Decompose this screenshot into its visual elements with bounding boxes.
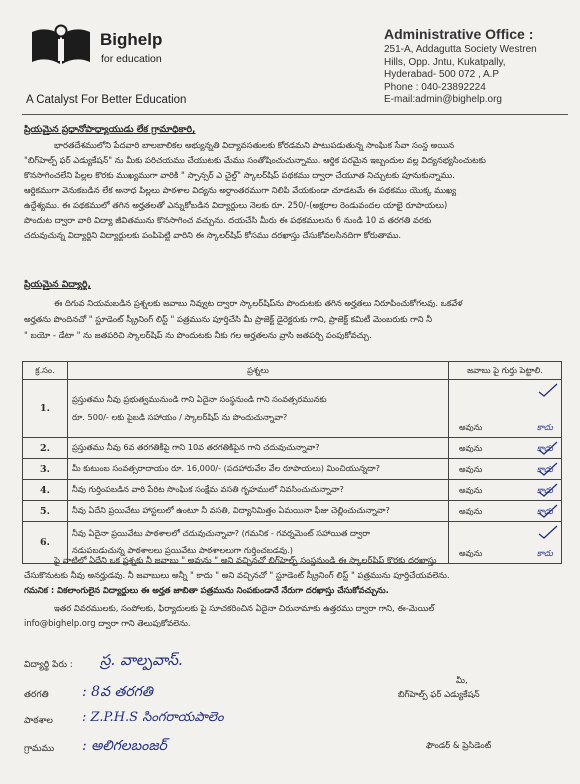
table-row xyxy=(23,438,562,459)
question-text: నడుపబడుచున్న పాఠశాలలు ప్రయివేటు పాఠశాలలుగా గుర్తించబడవు.) xyxy=(72,545,293,555)
table-row xyxy=(23,380,562,438)
footer-line: ఇతర వివరములకు, సంపోలకు, ఫిర్యాదులకు పై సూచకరించిన ఏదైనా చిరునామాకు ఉత్తరము ద్వారా గాని, ఈ-మెయిల్ xyxy=(54,603,435,613)
row-number: 5. xyxy=(23,501,68,522)
village-value: : అలిగలబంజర్ xyxy=(82,738,167,754)
answer-cell[interactable] xyxy=(449,459,562,480)
paragraph-line: " బయో - డేటా " ను జతపరిచి స్కాలర్‌షిప్ ను పొందుటకు నీకు గల అర్హతలను వ్రాసి జతపర్చి పంపుకోవచ్చు. xyxy=(24,330,372,340)
answer-cell[interactable] xyxy=(449,438,562,459)
answer-no-marked: కాదు xyxy=(536,465,553,475)
address-line: 251-A, Addagutta Society Westren xyxy=(384,44,537,55)
question-text: మీ కుటుంబ సంవత్సరాదాయం రూ. 16,000/- (పదహారువేల వేల రూపాయలు) మించియున్నదా? xyxy=(68,459,449,480)
salutation-student: ప్రియమైన విద్యార్థి, xyxy=(24,279,91,290)
school-label: పాఠశాల xyxy=(24,716,53,726)
question-text: ప్రస్తుతము నీవు 6వ తరగతికీపై గాని 10వ తరగతికిపైన గాని చదువుచున్నావా? xyxy=(68,438,449,459)
row-number: 1. xyxy=(23,380,68,438)
paragraph-line: ఈ దిగువ నియమబడిన ప్రశ్నలకు జవాబు నివ్వుట ద్వారా స్కాలర్‌షిప్‌ను పొందుటకు తగిన అర్హతలు నిరూపించుకోగలవు. ఒకవేళ xyxy=(54,298,463,308)
office-title: Administrative Office : xyxy=(384,26,534,42)
tagline: A Catalyst For Better Education xyxy=(26,94,187,106)
tick-mark-icon xyxy=(537,462,559,476)
answer-yes: అవును xyxy=(459,506,483,516)
footer-line: చేసుకొనుటకు నీవు అనర్హుడవు. నీ జవాబులు అన్నీ " కాదు " అని వచ్చినచో " స్టూడెంట్ స్క్రీనింగ్ లిస్ట్ " పత్రమును పూర్తిచేయవలెను. xyxy=(24,570,450,580)
answer-yes: అవును xyxy=(459,464,483,474)
table-header-row xyxy=(23,362,562,380)
answer-yes: అవును xyxy=(459,422,483,432)
table-row xyxy=(23,480,562,501)
paragraph-line: చదువుచున్న విద్యార్థిని విద్యార్థులకు పంపిపెట్టి వారిని ఈ స్కాలర్‌షిప్ కోసము దరఖాస్తు చేసుకోవలసినదిగా కోరుతాము. xyxy=(24,230,402,240)
signoff-org: బిగ్‌హెల్ప్ ఫర్ ఎడ్యుకేషన్ xyxy=(398,690,480,700)
answer-no-marked: కాదు xyxy=(536,486,553,496)
class-label: తరగతి xyxy=(24,690,49,700)
school-value: : Z.P.H.S సింగరాయపాలెం xyxy=(82,710,224,725)
question-text: నీవు గుర్తింపబడిన వారి పేరిట సొంఘిక సంక్షేమ వసతి గృహములో నివసించుచున్నావా? xyxy=(68,480,449,501)
tick-mark-icon xyxy=(537,483,559,497)
question-text: నీవు ఏదైనా ప్రయివేటు పాఠశాలలో చదువుచున్నావా? (గమనిక - గవర్నమెంట్ సహాయిత ద్వారా xyxy=(72,528,370,538)
tick-mark-icon xyxy=(537,383,559,397)
paragraph-line: పొందుట ద్వారా వారి విద్యా జీవితమును కొనసాగించ వచ్చును. దయచేసి మీరు ఈ పథకములను 6 నుండి 10 వ తరగతి వరకు xyxy=(24,215,432,225)
signoff-title: ఫౌండర్ & ప్రెసిడెంట్ xyxy=(426,741,492,751)
paragraph-line: అర్హతను పొందినచో " స్టూడెంట్ స్క్రీనింగ్ లిస్ట్ " పత్రమును పూర్తిచేసి మీ ప్రాజెక్ట్ డైరెక్టరుకు గాని, ప్రాజెక్ట్ కమిటీ మెంబరుకు గాని నీ xyxy=(24,314,433,324)
question-cell xyxy=(68,380,449,438)
answer-no-marked: కాదు xyxy=(536,507,553,517)
brand-subtitle: for education xyxy=(101,53,162,65)
answer-cell[interactable] xyxy=(449,480,562,501)
question-text: ప్రస్తుతము నీవు ప్రభుత్వమునుండి గాని ఏదైనా సంస్థనుండి గాని సంవత్సరమునకు xyxy=(72,393,327,404)
paragraph-line: కొనసాగించలేని పిల్లల కొరకు ముఖ్యముగా వారికి " స్పాన్సర్ ఎ చైల్డ్" స్కాలర్‌షిప్ పథకము ద్వారా చేయూత నిచ్చుటకు పూనుకున్నాము. xyxy=(24,170,455,180)
signoff-line: మీ, xyxy=(456,676,468,686)
answer-yes: అవును xyxy=(459,548,483,558)
row-number: 2. xyxy=(23,438,68,459)
student-name-value: స్ర. వాల్పవాస్. xyxy=(100,651,183,669)
student-name-label: విద్యార్థి పేరు : xyxy=(24,660,73,670)
column-header-answer: జవాబు పై గుర్తు పెట్టాలి. xyxy=(449,362,562,380)
answer-yes: అవును xyxy=(459,485,483,495)
question-text: నీవు ఏదేని ప్రయివేటు హాస్టలులో ఉంటూ నీ వసతి, విద్యానిమిత్తం ఏమయినా ఫీజు చెల్లించుచున్నావా? xyxy=(68,501,449,522)
answer-no-marked: కాదు xyxy=(536,444,553,454)
answer-cell[interactable] xyxy=(449,380,562,438)
tick-mark-icon xyxy=(537,441,559,455)
row-number: 4. xyxy=(23,480,68,501)
answer-cell[interactable] xyxy=(449,501,562,522)
answer-no-marked: కాదు xyxy=(536,549,553,559)
header-divider xyxy=(22,114,568,115)
address-line: Hills, Opp. Jntu, Kukatpally, xyxy=(384,56,506,68)
village-label: గ్రామము xyxy=(24,744,55,754)
footer-line: పై వాటిలో ఏదేని ఒక ప్రశ్నకు నీ జవాబు " అవును " అని వచ్చినచో బిగ్‌హెల్ప్ సంస్థనుండి ఈ స్కాలర్‌షిప్ కొరకు దరఖాస్తు xyxy=(54,555,437,565)
column-header-question: ప్రశ్నలు xyxy=(68,362,449,380)
bighelp-logo-icon xyxy=(30,24,92,66)
office-address-block xyxy=(384,26,574,107)
class-value: : 8వ తరగతి xyxy=(82,684,153,700)
table-row xyxy=(23,501,562,522)
table-row xyxy=(23,459,562,480)
address-line: Hyderabad- 500 072 , A.P xyxy=(384,69,500,81)
footer-line: info@bighelp.org ద్వారా గాని తెలుపుకోవలెను. xyxy=(24,618,191,628)
answer-yes: అవును xyxy=(459,443,483,453)
phone-line: Phone : 040-23892224 xyxy=(384,81,486,93)
paragraph-line: "బిగ్‌హెల్ప్ ఫర్ ఎడ్యుకేషన్" ను మీకు పరిచయము చేయుటకు మేము సంతోషించుచున్నాము. ఆర్థిక పరమైన ఇబ్బందుల వల్ల విద్యనభ్యసించుటకు xyxy=(24,155,486,165)
footer-note: గమనిక : వికలాంగులైన విద్యార్థులు ఈ అర్హత జాబితా పత్రమును నింపకుండానే నేరుగా దరఖాస్తు చేసుకోవచ్చును. xyxy=(24,585,389,595)
tick-mark-icon xyxy=(537,504,559,518)
email-line: E-mail:admin@bighelp.org xyxy=(384,94,502,106)
paragraph-line: భారతదేశములోని పేదవారి బాలబాలికల అభ్యున్నతి విద్యావసతులకు కోరడమని పాటుపడుతున్న సాంఘిక సేవా సంస్థ అయిన xyxy=(54,140,454,150)
salutation-principal: ప్రియమైన ప్రధానోపాధ్యాయుడు లేక గ్రామాధికారి, xyxy=(24,124,196,135)
eligibility-table xyxy=(22,361,562,564)
paragraph-line: ఆర్థికముగా వెనుకబడిన లేక అనాధ పిల్లలు పాఠశాల విద్యను అర్ధాంతరముగా నిలిపి వేయకుండా చూడటమే ఈ పథకము యొక్క ముఖ్య xyxy=(24,185,457,195)
answer-no-marked: కాదు xyxy=(536,423,553,433)
brand-name: Bighelp xyxy=(100,30,163,49)
row-number: 3. xyxy=(23,459,68,480)
tick-mark-icon xyxy=(537,525,559,539)
question-text: రూ. 500/- లకు పైబడి సహాయం / స్కాలర్‌షిప్ ను పొందుచున్నావా? xyxy=(72,411,288,422)
column-header-number: క్ర.సం. xyxy=(23,362,68,380)
row-number: 6. xyxy=(23,522,68,564)
paragraph-line: ఉద్దేశ్యము. ఈ పథకములో తగిన అర్హతలతో ఎన్నుకోబడిన విద్యార్థులు నెలకు రూ. 250/-(అక్షరాల రెండువందల యాభై రూపాయలు) xyxy=(24,200,448,210)
